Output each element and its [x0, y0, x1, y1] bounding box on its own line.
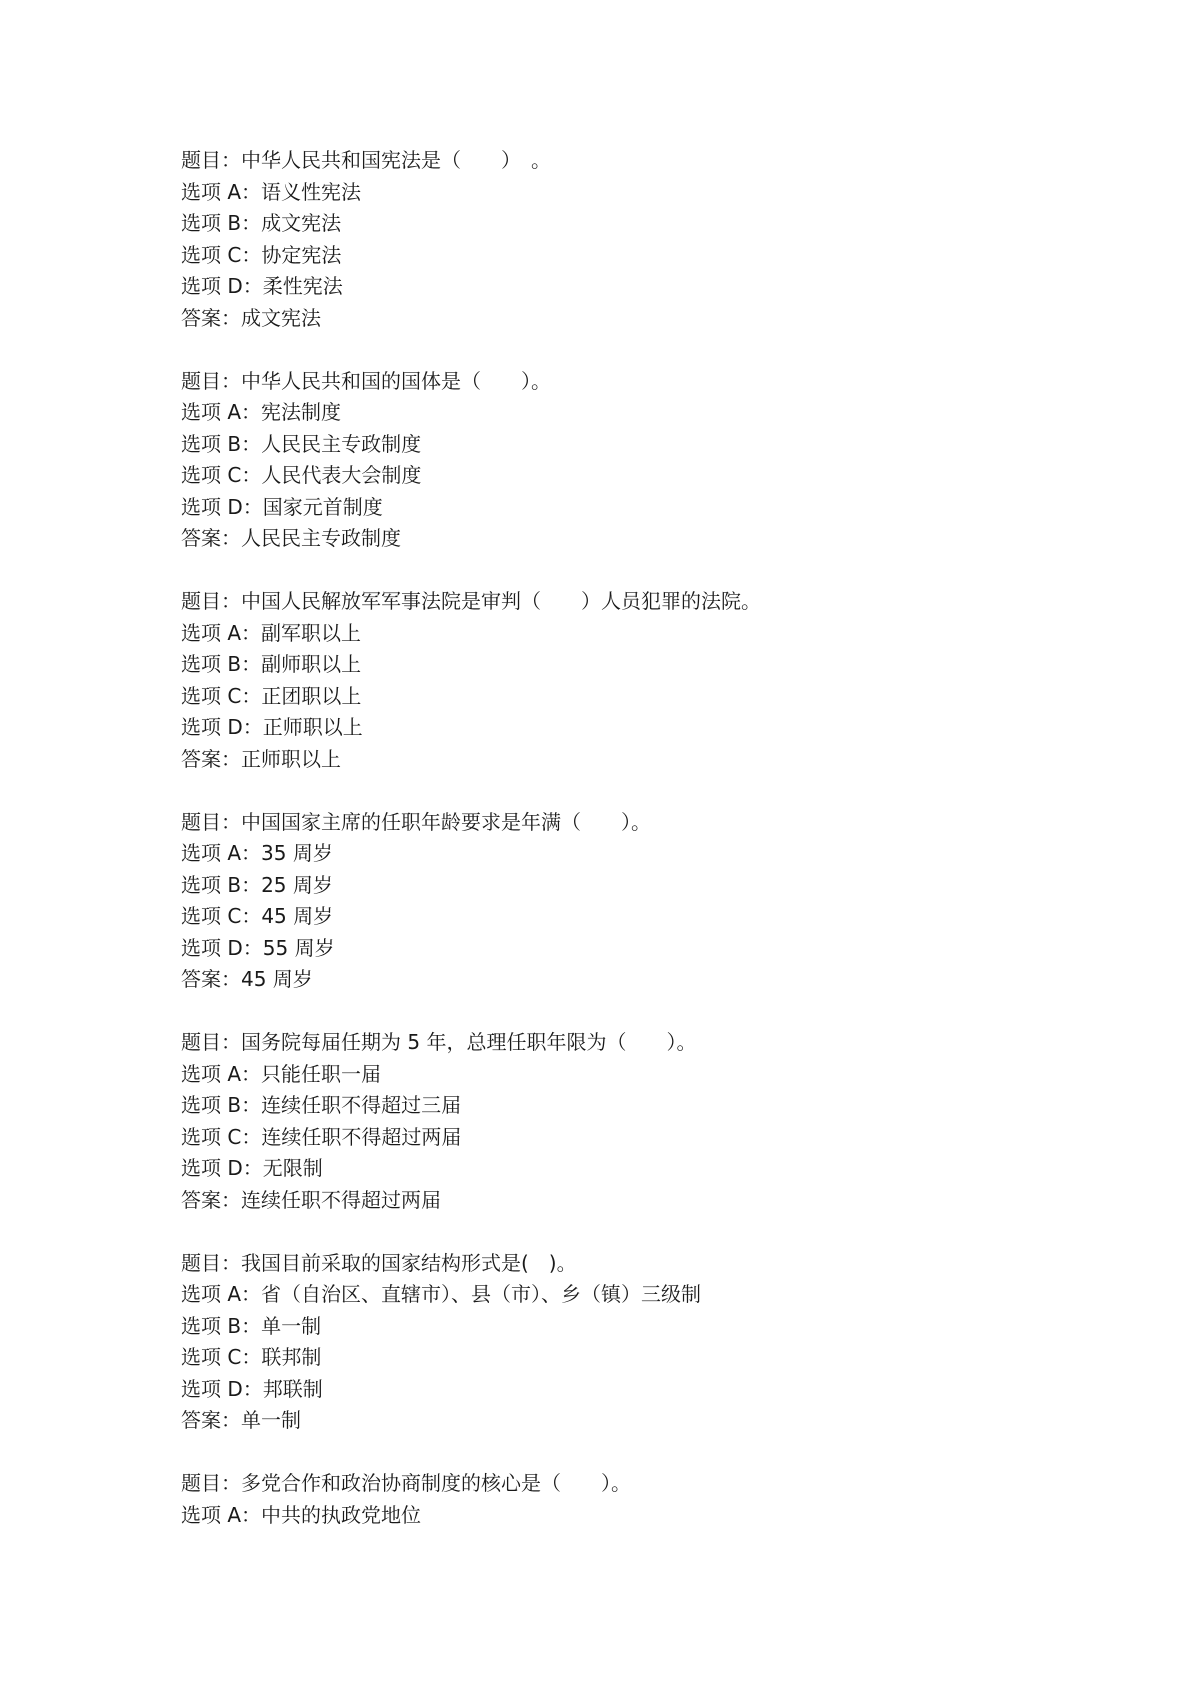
option-a: 选项 A：中共的执政党地位 [181, 1502, 422, 1527]
question-block [181, 145, 1081, 334]
option-c: 选项 C：连续任职不得超过两届 [181, 1124, 462, 1149]
option-a: 选项 A：副军职以上 [181, 620, 362, 645]
option-b: 选项 B：副师职以上 [181, 652, 362, 676]
option-d: 选项 D：邦联制 [181, 1376, 323, 1401]
option-d: 选项 D：无限制 [181, 1156, 323, 1180]
answer: 答案：45 周岁 [181, 967, 313, 991]
option-c: 选项 C：联邦制 [181, 1345, 322, 1369]
question-prompt: 题目：国务院每届任期为 5 年，总理任职年限为（ ）。 [181, 1030, 697, 1054]
option-b: 选项 B：连续任职不得超过三届 [181, 1093, 462, 1117]
option-c: 选项 C：协定宪法 [181, 242, 342, 267]
option-b: 选项 B：25 周岁 [181, 872, 333, 897]
question-block [181, 1468, 1081, 1531]
option-a: 选项 A：宪法制度 [181, 400, 342, 424]
option-d: 选项 D：正师职以上 [181, 715, 363, 739]
answer: 答案：人民民主专政制度 [181, 526, 401, 550]
option-a: 选项 A：只能任职一届 [181, 1061, 382, 1086]
option-b: 选项 B：成文宪法 [181, 211, 342, 235]
answer: 答案：单一制 [181, 1408, 301, 1432]
option-c: 选项 C：人民代表大会制度 [181, 463, 422, 487]
option-d: 选项 D：国家元首制度 [181, 494, 383, 519]
option-d: 选项 D：柔性宪法 [181, 274, 343, 298]
option-c: 选项 C：正团职以上 [181, 683, 362, 708]
question-prompt: 题目：中华人民共和国的国体是（ ）。 [181, 368, 551, 393]
option-c: 选项 C：45 周岁 [181, 904, 334, 928]
question-prompt: 题目：中华人民共和国宪法是（ ） 。 [181, 148, 551, 172]
option-d: 选项 D：55 周岁 [181, 935, 335, 960]
question-prompt: 题目：多党合作和政治协商制度的核心是（ ）。 [181, 1471, 631, 1495]
question-block [181, 586, 1081, 775]
answer: 答案：连续任职不得超过两届 [181, 1187, 441, 1212]
answer: 答案：成文宪法 [181, 305, 321, 330]
option-a: 选项 A：语义性宪法 [181, 179, 362, 204]
answer: 答案：正师职以上 [181, 746, 341, 771]
option-b: 选项 B：人民民主专政制度 [181, 431, 422, 456]
question-block [181, 1027, 1081, 1216]
option-a: 选项 A：省（自治区、直辖市）、县（市）、乡（镇）三级制 [181, 1282, 702, 1306]
question-prompt: 题目：中国国家主席的任职年龄要求是年满（ ）。 [181, 809, 651, 834]
option-b: 选项 B：单一制 [181, 1313, 322, 1338]
question-prompt: 题目：中国人民解放军军事法院是审判（ ）人员犯罪的法院。 [181, 589, 761, 613]
question-block [181, 366, 1081, 555]
document-page [181, 145, 1081, 1563]
question-prompt: 题目：我国目前采取的国家结构形式是( )。 [181, 1250, 577, 1275]
question-block [181, 807, 1081, 996]
option-a: 选项 A：35 周岁 [181, 841, 333, 865]
question-block [181, 1248, 1081, 1437]
